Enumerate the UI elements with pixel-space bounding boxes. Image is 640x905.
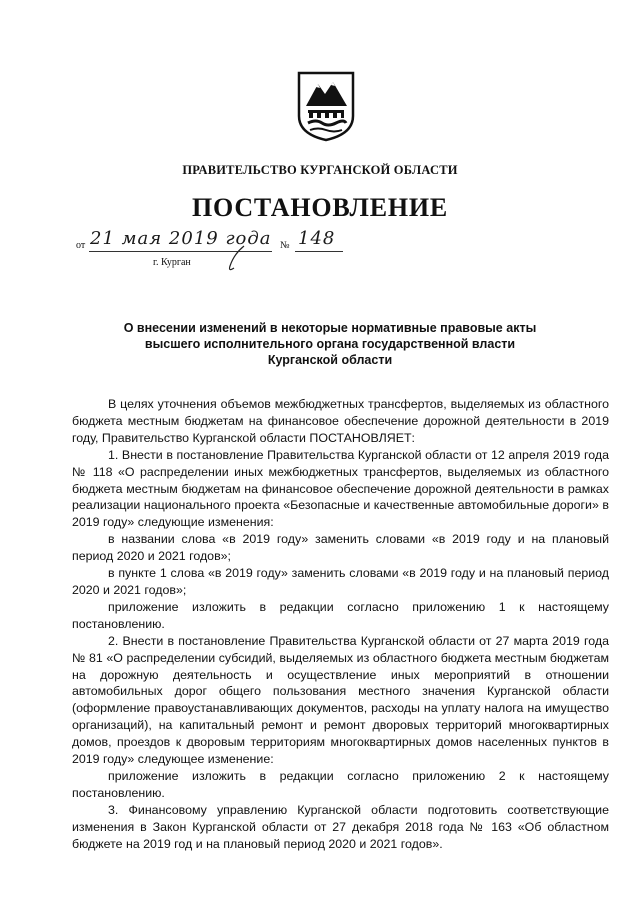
handwritten-date: 21 мая 2019 года [90, 228, 272, 249]
city-label: г. Курган [153, 257, 191, 268]
title-line-1: О внесении изменений в некоторые нормативные правовые акты [123, 321, 537, 335]
handwritten-number: 148 [298, 228, 336, 249]
document-type-heading: ПОСТАНОВЛЕНИЕ [191, 193, 449, 222]
body-paragraph: в названии слова «в 2019 году» заменить словами «в 2019 году и на плановый период 2020 и 2021 годов»; [72, 532, 609, 564]
document-body [72, 396, 609, 852]
body-paragraph: приложение изложить в редакции согласно приложению 2 к настоящему постановлению. [72, 768, 609, 800]
body-paragraph: приложение изложить в редакции согласно приложению 1 к настоящему постановлению. [72, 599, 609, 631]
number-prefix: № [280, 240, 290, 251]
body-paragraph: в пункте 1 слова «в 2019 году» заменить словами «в 2019 году и на плановый период 2020 и 2021 годов»; [72, 566, 609, 597]
handwritten-stroke [222, 244, 252, 274]
date-prefix: от [76, 240, 86, 251]
body-paragraph: 2. Внести в постановление Правительства Курганской области от 27 марта 2019 года № 81 «О распределении субсидий, выделяемых из областного бюджета местным бюджетам на дорожную деятельность и осуществление иных мероприятий в отношении автомобильных дорог общего пользования местного значения Курганской области (оформление правоустанавливающих документов, расходы на уплату налога на имущество организаций), на капитальный ремонт и ремонт дворовых территорий многоквартирных домов, проездов к дворовым территориям многоквартирных домов населенных пунктов в 2019 году» следующее изменение: [72, 633, 609, 767]
number-underline [295, 251, 343, 252]
government-name: ПРАВИТЕЛЬСТВО КУРГАНСКОЙ ОБЛАСТИ [182, 163, 458, 177]
title-line-3: Курганской области [267, 353, 393, 367]
body-paragraph: 1. Внести в постановление Правительства Курганской области от 12 апреля 2019 года № 118 «О распределении иных межбюджетных трансфертов, выделяемых из областного бюджета местным бюджетам на финансовое обеспечение дорожной деятельности в рамках реализации национального проекта «Безопасные и качественные автомобильные дороги» в 2019 году» следующие изменения: [72, 447, 609, 530]
body-paragraph: В целях уточнения объемов межбюджетных трансфертов, выделяемых из областного бюджета местным бюджетам на финансовое обеспечение дорожной деятельности в 2019 году, Правительство Курганской области ПОСТАНОВЛЯЕТ: [72, 397, 609, 445]
body-paragraph: 3. Финансовому управлению Курганской области подготовить соответствующие изменения в Закон Курганской области от 27 декабря 2018 года № 163 «Об областном бюджете на 2019 год и на плановый период 2020 и 2021 годов». [72, 802, 609, 851]
title-line-2: высшего исполнительного органа государственной власти [144, 337, 516, 351]
document-reference [0, 0, 640, 290]
document-title [100, 320, 560, 368]
